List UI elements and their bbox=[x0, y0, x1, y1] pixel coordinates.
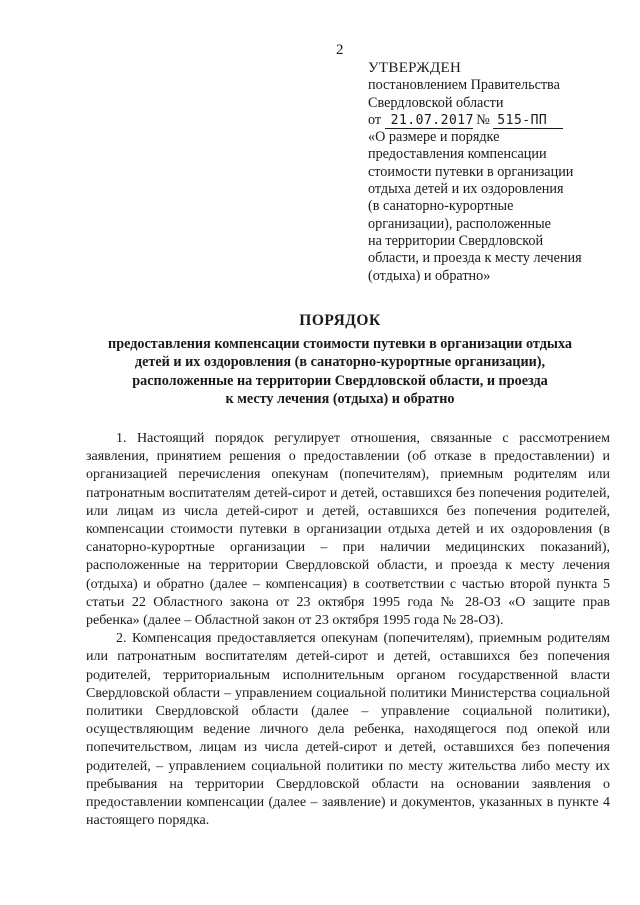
resolution-title-line: организации), расположенные bbox=[368, 215, 551, 232]
approval-line: Свердловской области bbox=[368, 94, 504, 111]
resolution-title-line: «О размере и порядке bbox=[368, 129, 500, 146]
approval-line: постановлением Правительства bbox=[368, 77, 560, 94]
document-subtitle-line: к месту лечения (отдыха) и обратно bbox=[225, 391, 455, 407]
resolution-title-line: (отдыха) и обратно» bbox=[368, 267, 491, 284]
date-prefix: от bbox=[368, 111, 382, 128]
date-value: 21.07.2017 bbox=[385, 114, 473, 129]
page-number: 2 bbox=[336, 42, 344, 58]
resolution-title-line: на территории Свердловской bbox=[368, 232, 544, 249]
paragraph-1: 1. Настоящий порядок регулирует отношения, связанные с рассмотрением заявления, принятием решения о предоставлении (об отказе в предоставлении) и организацией перечисления опекунам (попечителям), приемным родителям или патронатным воспитателям детей-сирот и детей, оставшихся без попечения родителей, или лицам из числа детей-сирот и детей, оставшихся без попечения родителей, компенсации стоимости путевки в организации отдыха детей и их оздоровления (в санаторно-курортные организации – при наличии медицинских показаний), расположенные на территории Свердловской области, и проезда к месту лечения (отдыха) и обратно (далее – компенсация) в соответствии с частью второй пункта 5 статьи 22 Областного закона от 23 октября 1995 года № 28-ОЗ «О защите прав ребенка» (далее – Областной закон от 23 октября 1995 года № 28-ОЗ). bbox=[86, 431, 610, 629]
resolution-title-line: отдыха детей и их оздоровления bbox=[368, 181, 564, 198]
approval-date-number-line bbox=[368, 112, 618, 129]
number-prefix: № bbox=[476, 111, 490, 128]
document-subtitle-line: предоставления компенсации стоимости путевки в организации отдыха bbox=[108, 335, 572, 352]
resolution-title-line: области, и проезда к месту лечения bbox=[368, 250, 582, 267]
document-body bbox=[86, 430, 610, 830]
document-title bbox=[70, 312, 610, 409]
number-value: 515-ПП bbox=[493, 114, 563, 129]
document-heading: ПОРЯДОК bbox=[299, 312, 381, 329]
approval-block bbox=[368, 60, 618, 285]
approval-title: УТВЕРЖДЕН bbox=[368, 60, 462, 76]
resolution-title-line: стоимости путевки в организации bbox=[368, 163, 574, 180]
paragraph-2: 2. Компенсация предоставляется опекунам (попечителям), приемным родителям или патронатным воспитателям детей-сирот и детей, оставшихся без попечения родителей, территориальным исполнительным органом государственной власти Свердловской области – управлением социальной политики Министерства социальной политики Свердловской области (далее – управление социальной политики), осуществляющим ведение личного дела ребенка, находящегося под опекой или попечительством, лицам из числа детей-сирот и детей, оставшихся без попечения родителей, – управлением социальной политики по месту жительства либо месту их пребывания на территории Свердловской области на основании заявления о предоставлении компенсации (далее – заявление) и документов, указанных в пункте 4 настоящего порядка. bbox=[86, 631, 610, 829]
resolution-title-line: (в санаторно-курортные bbox=[368, 198, 514, 215]
document-subtitle-line: детей и их оздоровления (в санаторно-курортные организации), bbox=[134, 354, 546, 370]
resolution-title-line: предоставления компенсации bbox=[368, 146, 547, 163]
document-subtitle-line: расположенные на территории Свердловской области, и проезда bbox=[132, 372, 548, 389]
